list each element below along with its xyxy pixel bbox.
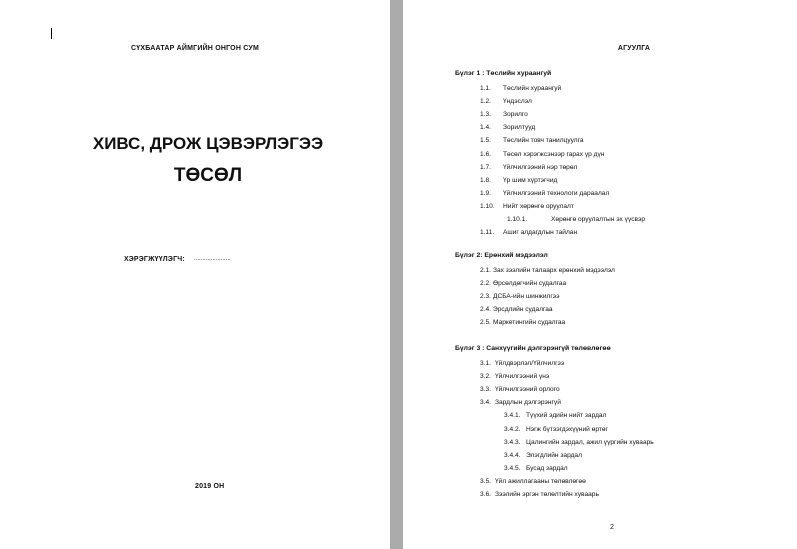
toc-entry-number: 2.4. — [480, 306, 491, 314]
toc-entry-text: Зорилтууд — [503, 124, 536, 132]
toc-entry-number: 1.11. — [480, 229, 495, 237]
toc-entry-text: Төслийн хураангуй — [503, 85, 562, 92]
toc-entry-number: 3.3. — [480, 386, 491, 394]
cover-title-line2: ТӨСӨЛ — [173, 165, 243, 186]
toc-entry-text: Өрсөлдөгчийн судалгаа — [493, 280, 567, 288]
toc-entry-text: Нийт хөрөнгө оруулалт — [503, 202, 574, 210]
toc-entry-number: 1.2. — [480, 98, 491, 106]
toc-entry-number: 3.4.2. — [504, 425, 521, 433]
toc-entry-text: Зах зээлийн талаарх ерөнхий мэдээлэл — [493, 267, 615, 274]
toc-entry-text: Бусад зардал — [526, 464, 568, 472]
toc-entry-number: 1.1. — [480, 85, 491, 92]
toc-entry-number: 2.5. — [480, 319, 491, 327]
toc-entry-number: 3.4.5. — [504, 464, 521, 472]
cover-author-label: ХЭРЭГЖҮҮЛЭГЧ: — [124, 256, 185, 263]
toc-entry-number: 1.10. — [480, 202, 495, 210]
toc-entry-number: 2.3. — [480, 293, 491, 301]
page-number: 2 — [610, 524, 614, 531]
toc-entry-text: Үр шим хүртэгчид — [503, 176, 558, 184]
toc-entry-number: 3.4. — [480, 399, 491, 407]
toc-entry-text: Ашиг алдагдлын тайлан — [503, 229, 578, 237]
cover-author-value: ...................... — [194, 256, 231, 262]
toc-entry-text: Төсөл хэрэгжсэнээр гарах үр дүн — [503, 150, 605, 158]
toc-entry-number: 2.2. — [480, 280, 491, 288]
toc-entry-number: 1.5. — [480, 137, 491, 145]
toc-entry-text: Үйлчилгээний нэр төрөл — [503, 163, 578, 171]
toc-entry-text: Төслийн товч танилцуулга — [503, 137, 584, 145]
toc-entry-number: 1.10.1. — [507, 216, 528, 223]
toc-entry-number: 3.4.3. — [504, 438, 521, 446]
toc-heading: АГУУЛГА — [617, 45, 651, 52]
toc-chapter-title[interactable]: Бүлэг 3 : Санхүүгийн дэлгэрэнгүй төлөвлөгөө — [455, 345, 611, 352]
toc-entry-text: Эрсдлийн судалгаа — [493, 306, 553, 314]
table-of-contents — [403, 0, 797, 549]
cover-year: 2019 ОН — [195, 483, 225, 490]
toc-entry-text: Маркетингийн судалгаа — [493, 319, 566, 327]
toc-entry-text: Зорилго — [503, 111, 528, 119]
cover-page[interactable] — [0, 0, 390, 549]
toc-entry-number: 1.9. — [480, 189, 491, 197]
toc-entry-text: Үйл ажиллагааны төлөвлөгөө — [495, 477, 586, 485]
toc-entry-number: 3.6. — [480, 491, 491, 498]
text-cursor — [51, 28, 52, 39]
toc-entry-text: Хөрөнгө оруулалтын эх үүсвэр — [551, 216, 646, 223]
toc-entry-number: 1.4. — [480, 124, 491, 132]
cover-title-line1: ХИВС, ДРОЖ ЦЭВЭРЛЭГЭЭ — [92, 134, 324, 153]
toc-page[interactable] — [403, 0, 797, 549]
toc-chapter-title[interactable]: Бүлэг 1 : Төслийн хураангуй — [455, 70, 552, 77]
toc-chapter-title[interactable]: Бүлэг 2: Ерөнхий мэдээлэл — [455, 252, 548, 259]
toc-entry-number: 3.2. — [480, 373, 491, 381]
toc-entry-text: Үйлчилгээний орлого — [495, 386, 560, 394]
toc-entry-number: 3.4.4. — [504, 451, 521, 459]
toc-entry-text: ДСБА-ийн шинжилгээ — [493, 293, 560, 301]
toc-entry-text: Үндэслэл — [503, 98, 532, 106]
toc-entry-number: 1.3. — [480, 111, 491, 119]
toc-entry-number: 3.1. — [480, 360, 491, 367]
toc-entry-number: 2.1. — [480, 267, 491, 274]
toc-entry-text: Элэгдлийн зардал — [526, 451, 582, 459]
toc-entry-number: 3.4.1. — [504, 412, 521, 420]
toc-entry-text: Нэгж бүтээгдэхүүний өртөг — [526, 425, 608, 433]
toc-entry-text: Зардлын дэлгэрэнгүй — [495, 399, 561, 407]
toc-entry-text: Зээлийн эргэн төлөлтийн хуваарь — [495, 491, 599, 498]
toc-entry-text: Үйлчилгээний технологи дараалал — [503, 189, 610, 197]
toc-entry-text: Цалингийн зардал, ажил үүргийн хуваарь — [526, 438, 654, 446]
cover-organization: СҮХБААТАР АЙМГИЙН ОНГОН СУМ — [131, 45, 259, 52]
toc-entry-number: 1.7. — [480, 163, 491, 171]
toc-entry-text: Үйлчилгээний үнэ — [495, 373, 550, 381]
toc-entry-number: 1.8. — [480, 176, 491, 184]
toc-entry-text: Үйлдвэрлэл/Үйлчилгээ — [495, 360, 565, 367]
toc-entry-number: 1.6. — [480, 150, 491, 158]
toc-entry-text: Түүхий эдийн нийт зардал — [526, 412, 607, 420]
toc-entry-number: 3.5. — [480, 477, 491, 485]
